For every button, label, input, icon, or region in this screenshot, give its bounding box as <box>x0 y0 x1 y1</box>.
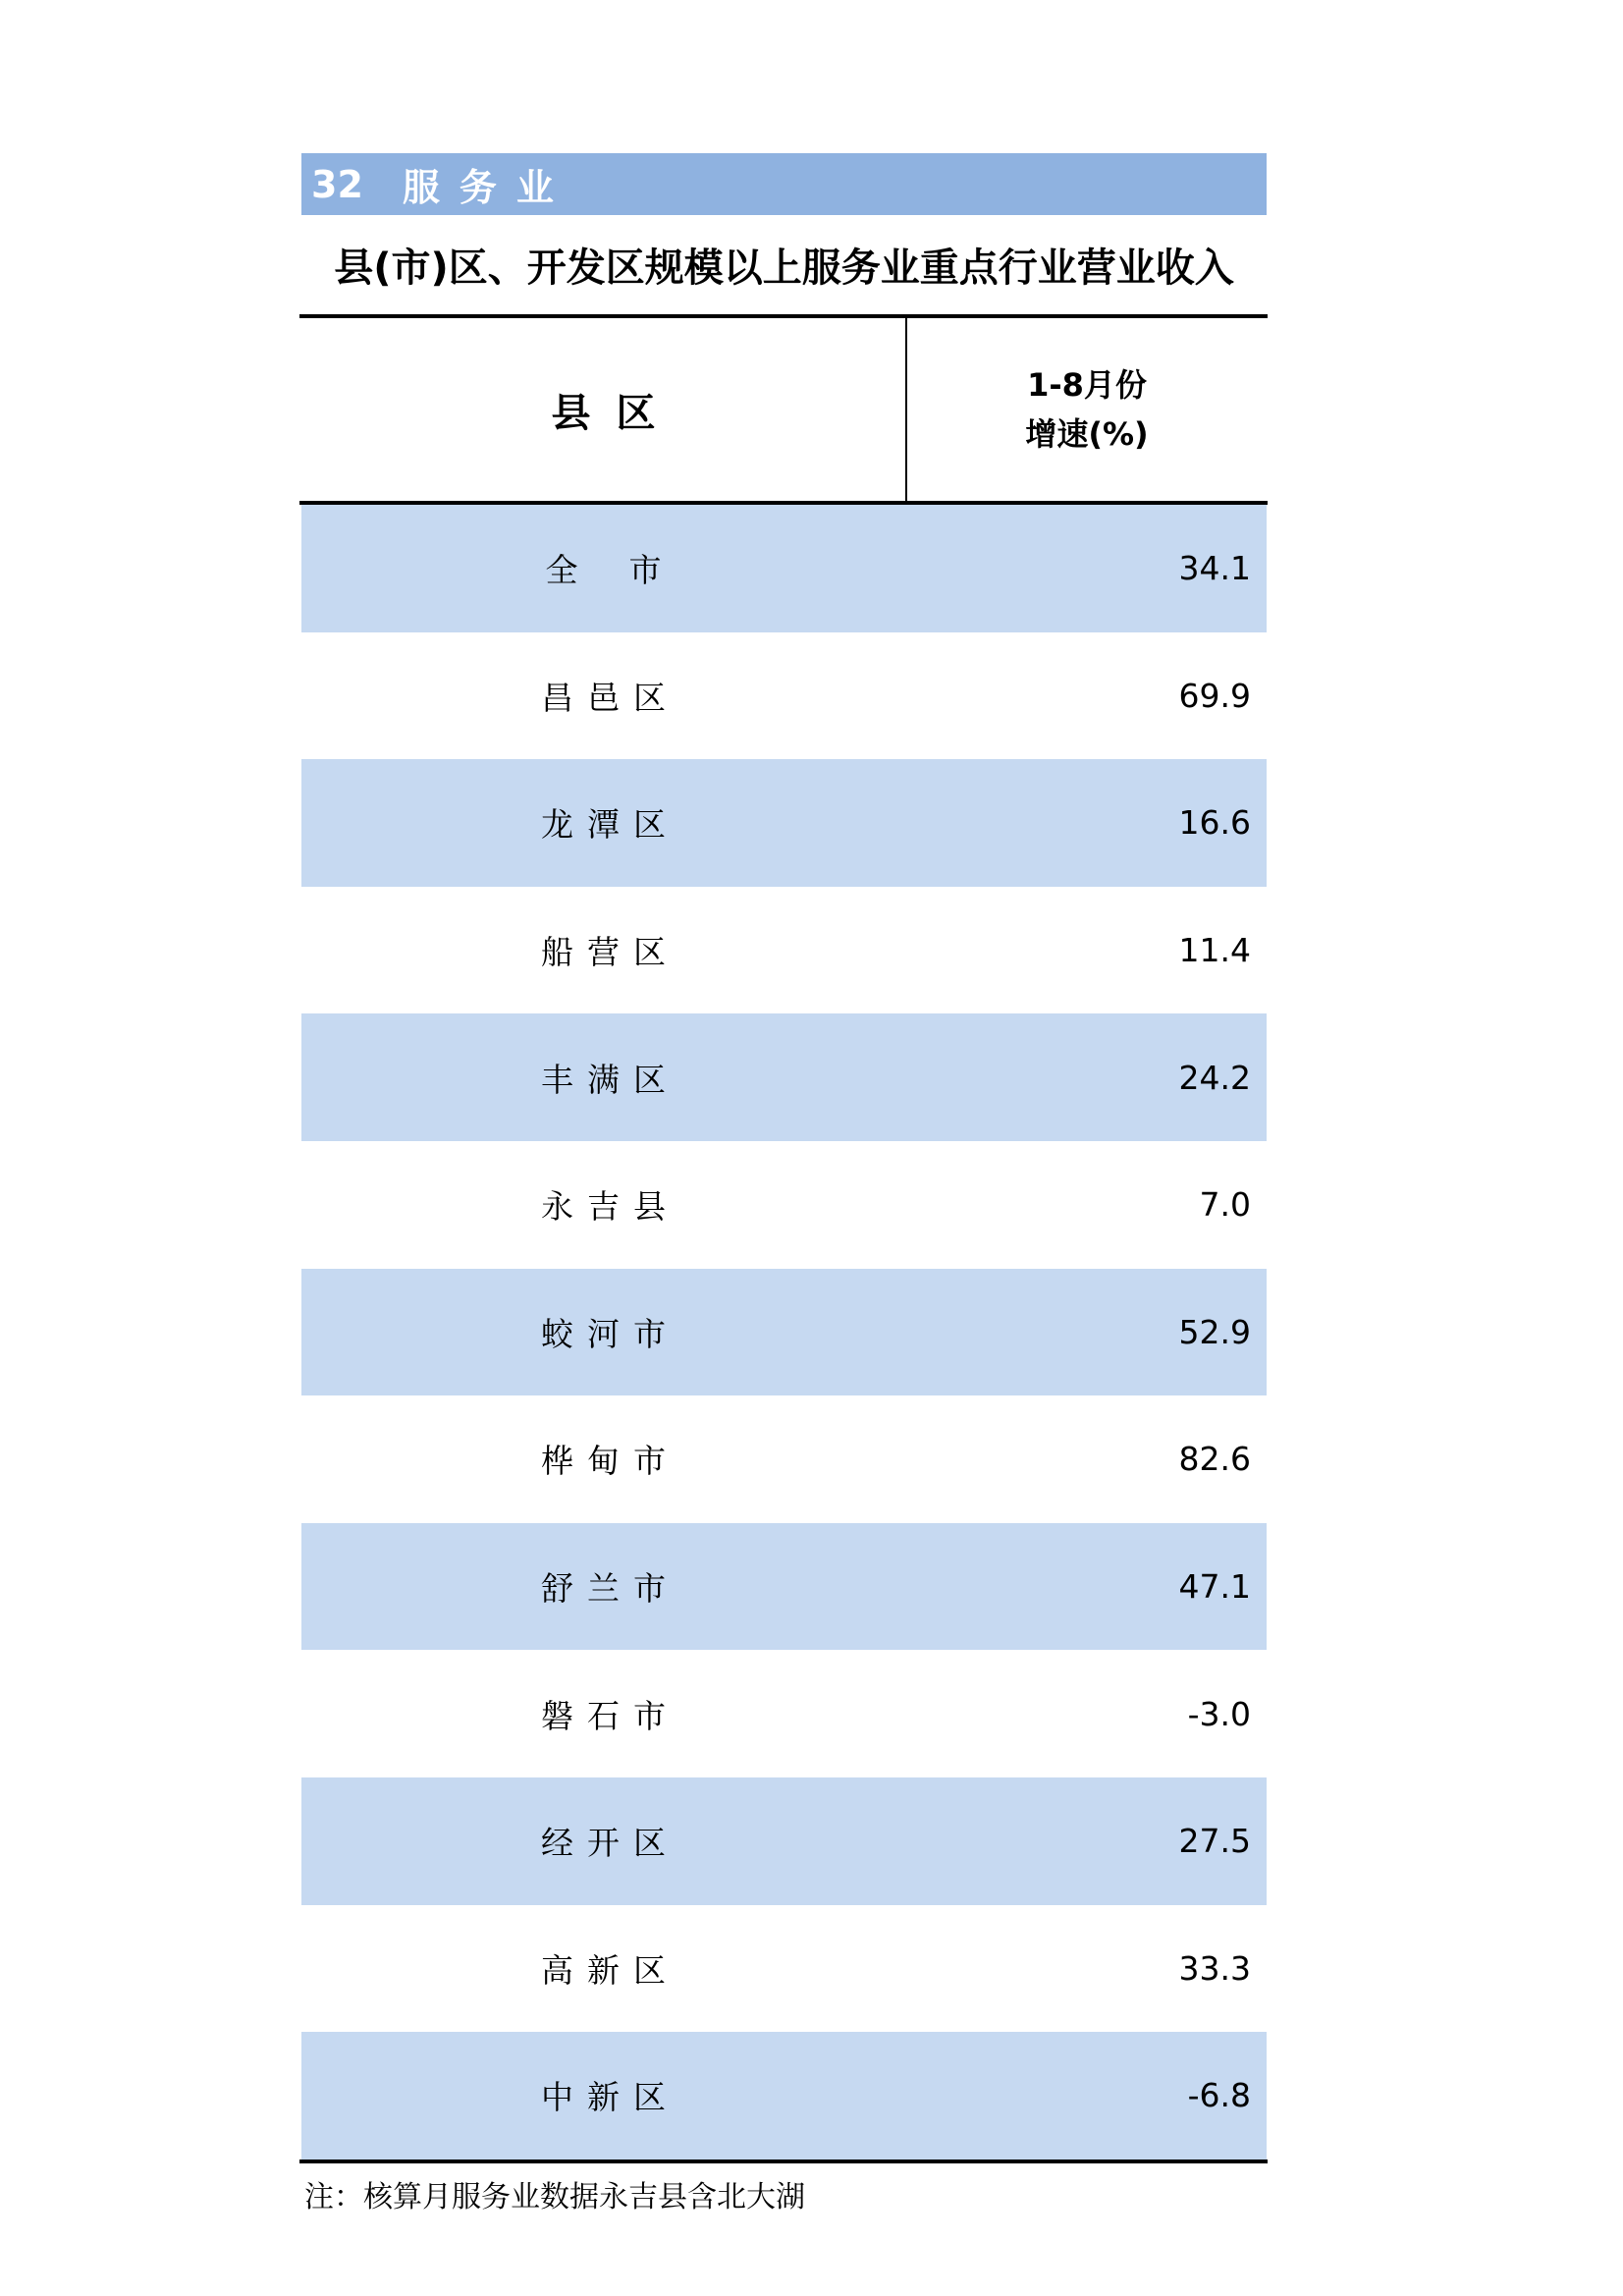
table-footnote: 注：核算月服务业数据永吉县含北大湖 <box>304 2180 805 2214</box>
county-name: 桦甸市 <box>541 1442 679 1481</box>
column-header-growth <box>907 318 1267 501</box>
county-name: 船营区 <box>541 933 679 972</box>
growth-value: 69.9 <box>1178 676 1251 715</box>
county-name: 中新区 <box>541 2078 679 2117</box>
county-name: 经开区 <box>541 1824 679 1863</box>
growth-value: 27.5 <box>1178 1822 1251 1861</box>
growth-value: 52.9 <box>1178 1312 1251 1351</box>
growth-value: 33.3 <box>1178 1948 1251 1988</box>
county-name: 昌邑区 <box>541 678 679 717</box>
growth-value: -6.8 <box>1187 2076 1251 2115</box>
table-row <box>301 1650 1267 1777</box>
growth-value: 34.1 <box>1178 549 1251 588</box>
county-name: 龙潭区 <box>541 805 679 845</box>
table-row <box>301 1141 1267 1269</box>
table-row <box>301 1905 1267 2033</box>
table-row <box>301 1269 1267 1396</box>
growth-value: -3.0 <box>1187 1694 1251 1733</box>
growth-header-line2: 增速(%) <box>1025 415 1149 453</box>
table-row <box>301 1777 1267 1905</box>
county-name: 高新区 <box>541 1950 679 1990</box>
growth-header-line1: 1-8月份 <box>1027 366 1147 404</box>
table-row <box>301 1013 1267 1141</box>
table-row <box>301 2032 1267 2159</box>
section-header-bar <box>301 153 1267 215</box>
table-row <box>301 887 1267 1014</box>
section-name: 服务业 <box>402 166 573 209</box>
table-row <box>301 759 1267 887</box>
table-row <box>301 1395 1267 1523</box>
table-row <box>301 1523 1267 1651</box>
table-row <box>301 632 1267 760</box>
growth-value: 16.6 <box>1178 803 1251 843</box>
county-name: 蛟河市 <box>541 1314 679 1353</box>
growth-value: 7.0 <box>1199 1185 1251 1225</box>
column-header-county: 县区 <box>551 390 681 436</box>
table-body <box>301 505 1267 2159</box>
table-row <box>301 505 1267 632</box>
table-bottom-rule <box>299 2159 1268 2163</box>
county-name: 全市 <box>545 551 713 590</box>
section-number: 32 <box>311 162 363 206</box>
growth-value: 82.6 <box>1178 1440 1251 1479</box>
county-name: 磐石市 <box>541 1696 679 1735</box>
growth-value: 24.2 <box>1178 1058 1251 1097</box>
table-title: 县(市)区、开发区规模以上服务业重点行业营业收入 <box>334 246 1234 291</box>
county-name: 丰满区 <box>541 1060 679 1099</box>
county-name: 舒兰市 <box>541 1569 679 1609</box>
county-name: 永吉县 <box>541 1187 679 1227</box>
growth-value: 11.4 <box>1178 931 1251 970</box>
growth-value: 47.1 <box>1178 1567 1251 1607</box>
